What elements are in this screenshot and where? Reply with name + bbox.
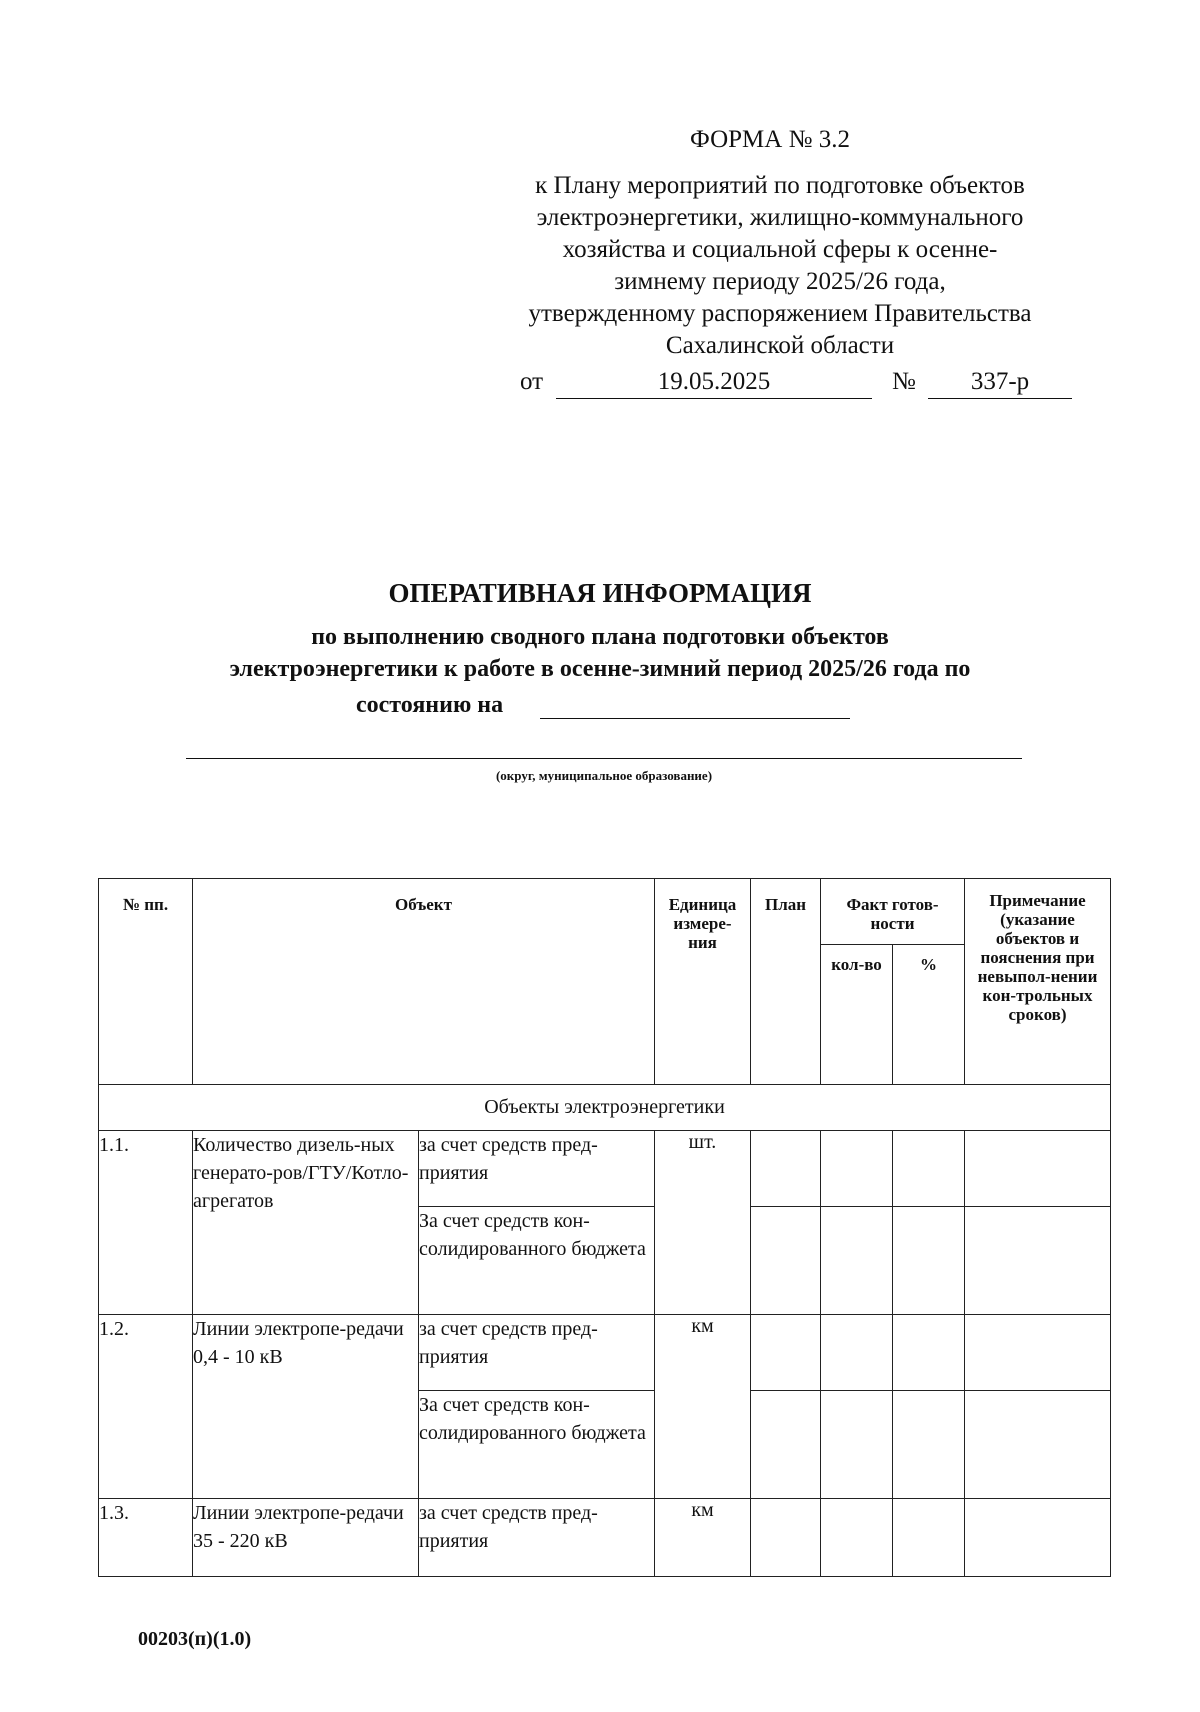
decree-from-label: от bbox=[520, 368, 544, 395]
row-num-label: 1.2. bbox=[99, 1318, 129, 1340]
fact-pct-cell[interactable] bbox=[893, 1499, 965, 1577]
row-object-label: Количество дизель-ных генерато-ров/ГТУ/Котло-агрегатов bbox=[193, 1134, 409, 1212]
appendix-line: к Плану мероприятий по подготовке объектов bbox=[535, 172, 1025, 199]
row-source bbox=[419, 1391, 655, 1499]
header-fact-label: Факт готов-ности bbox=[846, 895, 939, 933]
appendix-line: утвержденному распоряжением Правительства bbox=[528, 300, 1032, 327]
header-fact bbox=[821, 879, 965, 945]
row-object-label: Линии электропе-редачи 0,4 - 10 кВ bbox=[193, 1318, 404, 1368]
row-unit-label: км bbox=[691, 1315, 714, 1337]
subtitle-line: по выполнению сводного плана подготовки объектов bbox=[311, 624, 889, 650]
plan-cell[interactable] bbox=[751, 1315, 821, 1391]
row-unit-label: км bbox=[691, 1499, 714, 1521]
header-fact-pct-label: % bbox=[920, 955, 937, 974]
fact-qty-cell[interactable] bbox=[821, 1391, 893, 1499]
row-source bbox=[419, 1499, 655, 1577]
row-num-label: 1.3. bbox=[99, 1502, 129, 1524]
appendix-line: электроэнергетики, жилищно-коммунального bbox=[536, 204, 1024, 231]
row-source-label: за счет средств пред-приятия bbox=[419, 1134, 598, 1184]
row-object bbox=[193, 1131, 419, 1315]
header-object-label: Объект bbox=[395, 895, 452, 914]
fact-pct-cell[interactable] bbox=[893, 1315, 965, 1391]
row-source bbox=[419, 1131, 655, 1207]
appendix-text bbox=[470, 170, 1090, 362]
fact-pct-cell[interactable] bbox=[893, 1391, 965, 1499]
note-cell[interactable] bbox=[965, 1131, 1111, 1207]
fact-pct-cell[interactable] bbox=[893, 1131, 965, 1207]
appendix-line: зимнему периоду 2025/26 года, bbox=[614, 268, 946, 295]
header-unit bbox=[655, 879, 751, 1085]
row-source-label: за счет средств пред-приятия bbox=[419, 1502, 598, 1552]
header-object bbox=[193, 879, 655, 1085]
note-cell[interactable] bbox=[965, 1499, 1111, 1577]
fact-pct-cell[interactable] bbox=[893, 1207, 965, 1315]
header-plan-label: План bbox=[764, 895, 807, 914]
header-num bbox=[99, 879, 193, 1085]
section-title: Объекты электроэнергетики bbox=[484, 1096, 725, 1118]
plan-cell[interactable] bbox=[751, 1499, 821, 1577]
footer-code: 00203(п)(1.0) bbox=[138, 1628, 252, 1650]
progress-table bbox=[98, 878, 1111, 1577]
header-plan bbox=[751, 879, 821, 1085]
header-fact-qty bbox=[821, 945, 893, 1085]
header-fact-qty-label: кол-во bbox=[831, 955, 882, 974]
row-source-label: за счет средств пред-приятия bbox=[419, 1318, 598, 1368]
header-num-label: № пп. bbox=[122, 895, 169, 914]
row-num bbox=[99, 1315, 193, 1499]
district-caption: (округ, муниципальное образование) bbox=[495, 768, 713, 783]
row-num-label: 1.1. bbox=[99, 1134, 129, 1156]
row-source-label: За счет средств кон-солидированного бюджета bbox=[419, 1210, 646, 1260]
header-fact-pct bbox=[893, 945, 965, 1085]
row-source-label: За счет средств кон-солидированного бюджета bbox=[419, 1394, 646, 1444]
subtitle-line: электроэнергетики к работе в осенне-зимний период 2025/26 года по bbox=[229, 656, 971, 682]
header-unit-label: Единица измере-ния bbox=[668, 895, 737, 952]
row-num bbox=[99, 1499, 193, 1577]
fact-qty-cell[interactable] bbox=[821, 1315, 893, 1391]
section-row bbox=[99, 1085, 1111, 1131]
plan-cell[interactable] bbox=[751, 1131, 821, 1207]
row-source bbox=[419, 1315, 655, 1391]
row-object bbox=[193, 1315, 419, 1499]
header-note-label: Примечание (указание объектов и пояснения при невыпол-нении кон-трольных сроков) bbox=[977, 891, 1098, 1024]
row-unit-label: шт. bbox=[688, 1131, 717, 1153]
row-source bbox=[419, 1207, 655, 1315]
note-cell[interactable] bbox=[965, 1315, 1111, 1391]
decree-number: 337-р bbox=[928, 368, 1072, 399]
note-cell[interactable] bbox=[965, 1391, 1111, 1499]
decree-line bbox=[520, 368, 1080, 402]
state-label: состоянию на bbox=[356, 692, 504, 718]
plan-cell[interactable] bbox=[751, 1207, 821, 1315]
decree-number-label: № bbox=[892, 368, 916, 395]
decree-date: 19.05.2025 bbox=[556, 368, 872, 399]
row-object-label: Линии электропе-редачи 35 - 220 кВ bbox=[193, 1502, 404, 1552]
fact-qty-cell[interactable] bbox=[821, 1207, 893, 1315]
row-num bbox=[99, 1131, 193, 1315]
appendix-line: хозяйства и социальной сферы к осенне- bbox=[562, 236, 998, 263]
row-object bbox=[193, 1499, 419, 1577]
note-cell[interactable] bbox=[965, 1207, 1111, 1315]
header-note bbox=[965, 879, 1111, 1085]
fact-qty-cell[interactable] bbox=[821, 1131, 893, 1207]
state-date-blank bbox=[540, 690, 850, 719]
row-unit bbox=[655, 1499, 751, 1577]
district-blank bbox=[186, 730, 1022, 759]
plan-cell[interactable] bbox=[751, 1391, 821, 1499]
row-unit bbox=[655, 1131, 751, 1315]
appendix-line: Сахалинской области bbox=[665, 332, 895, 359]
page-title: ОПЕРАТИВНАЯ ИНФОРМАЦИЯ bbox=[388, 578, 812, 608]
form-label: ФОРМА № 3.2 bbox=[690, 126, 850, 153]
fact-qty-cell[interactable] bbox=[821, 1499, 893, 1577]
row-unit bbox=[655, 1315, 751, 1499]
